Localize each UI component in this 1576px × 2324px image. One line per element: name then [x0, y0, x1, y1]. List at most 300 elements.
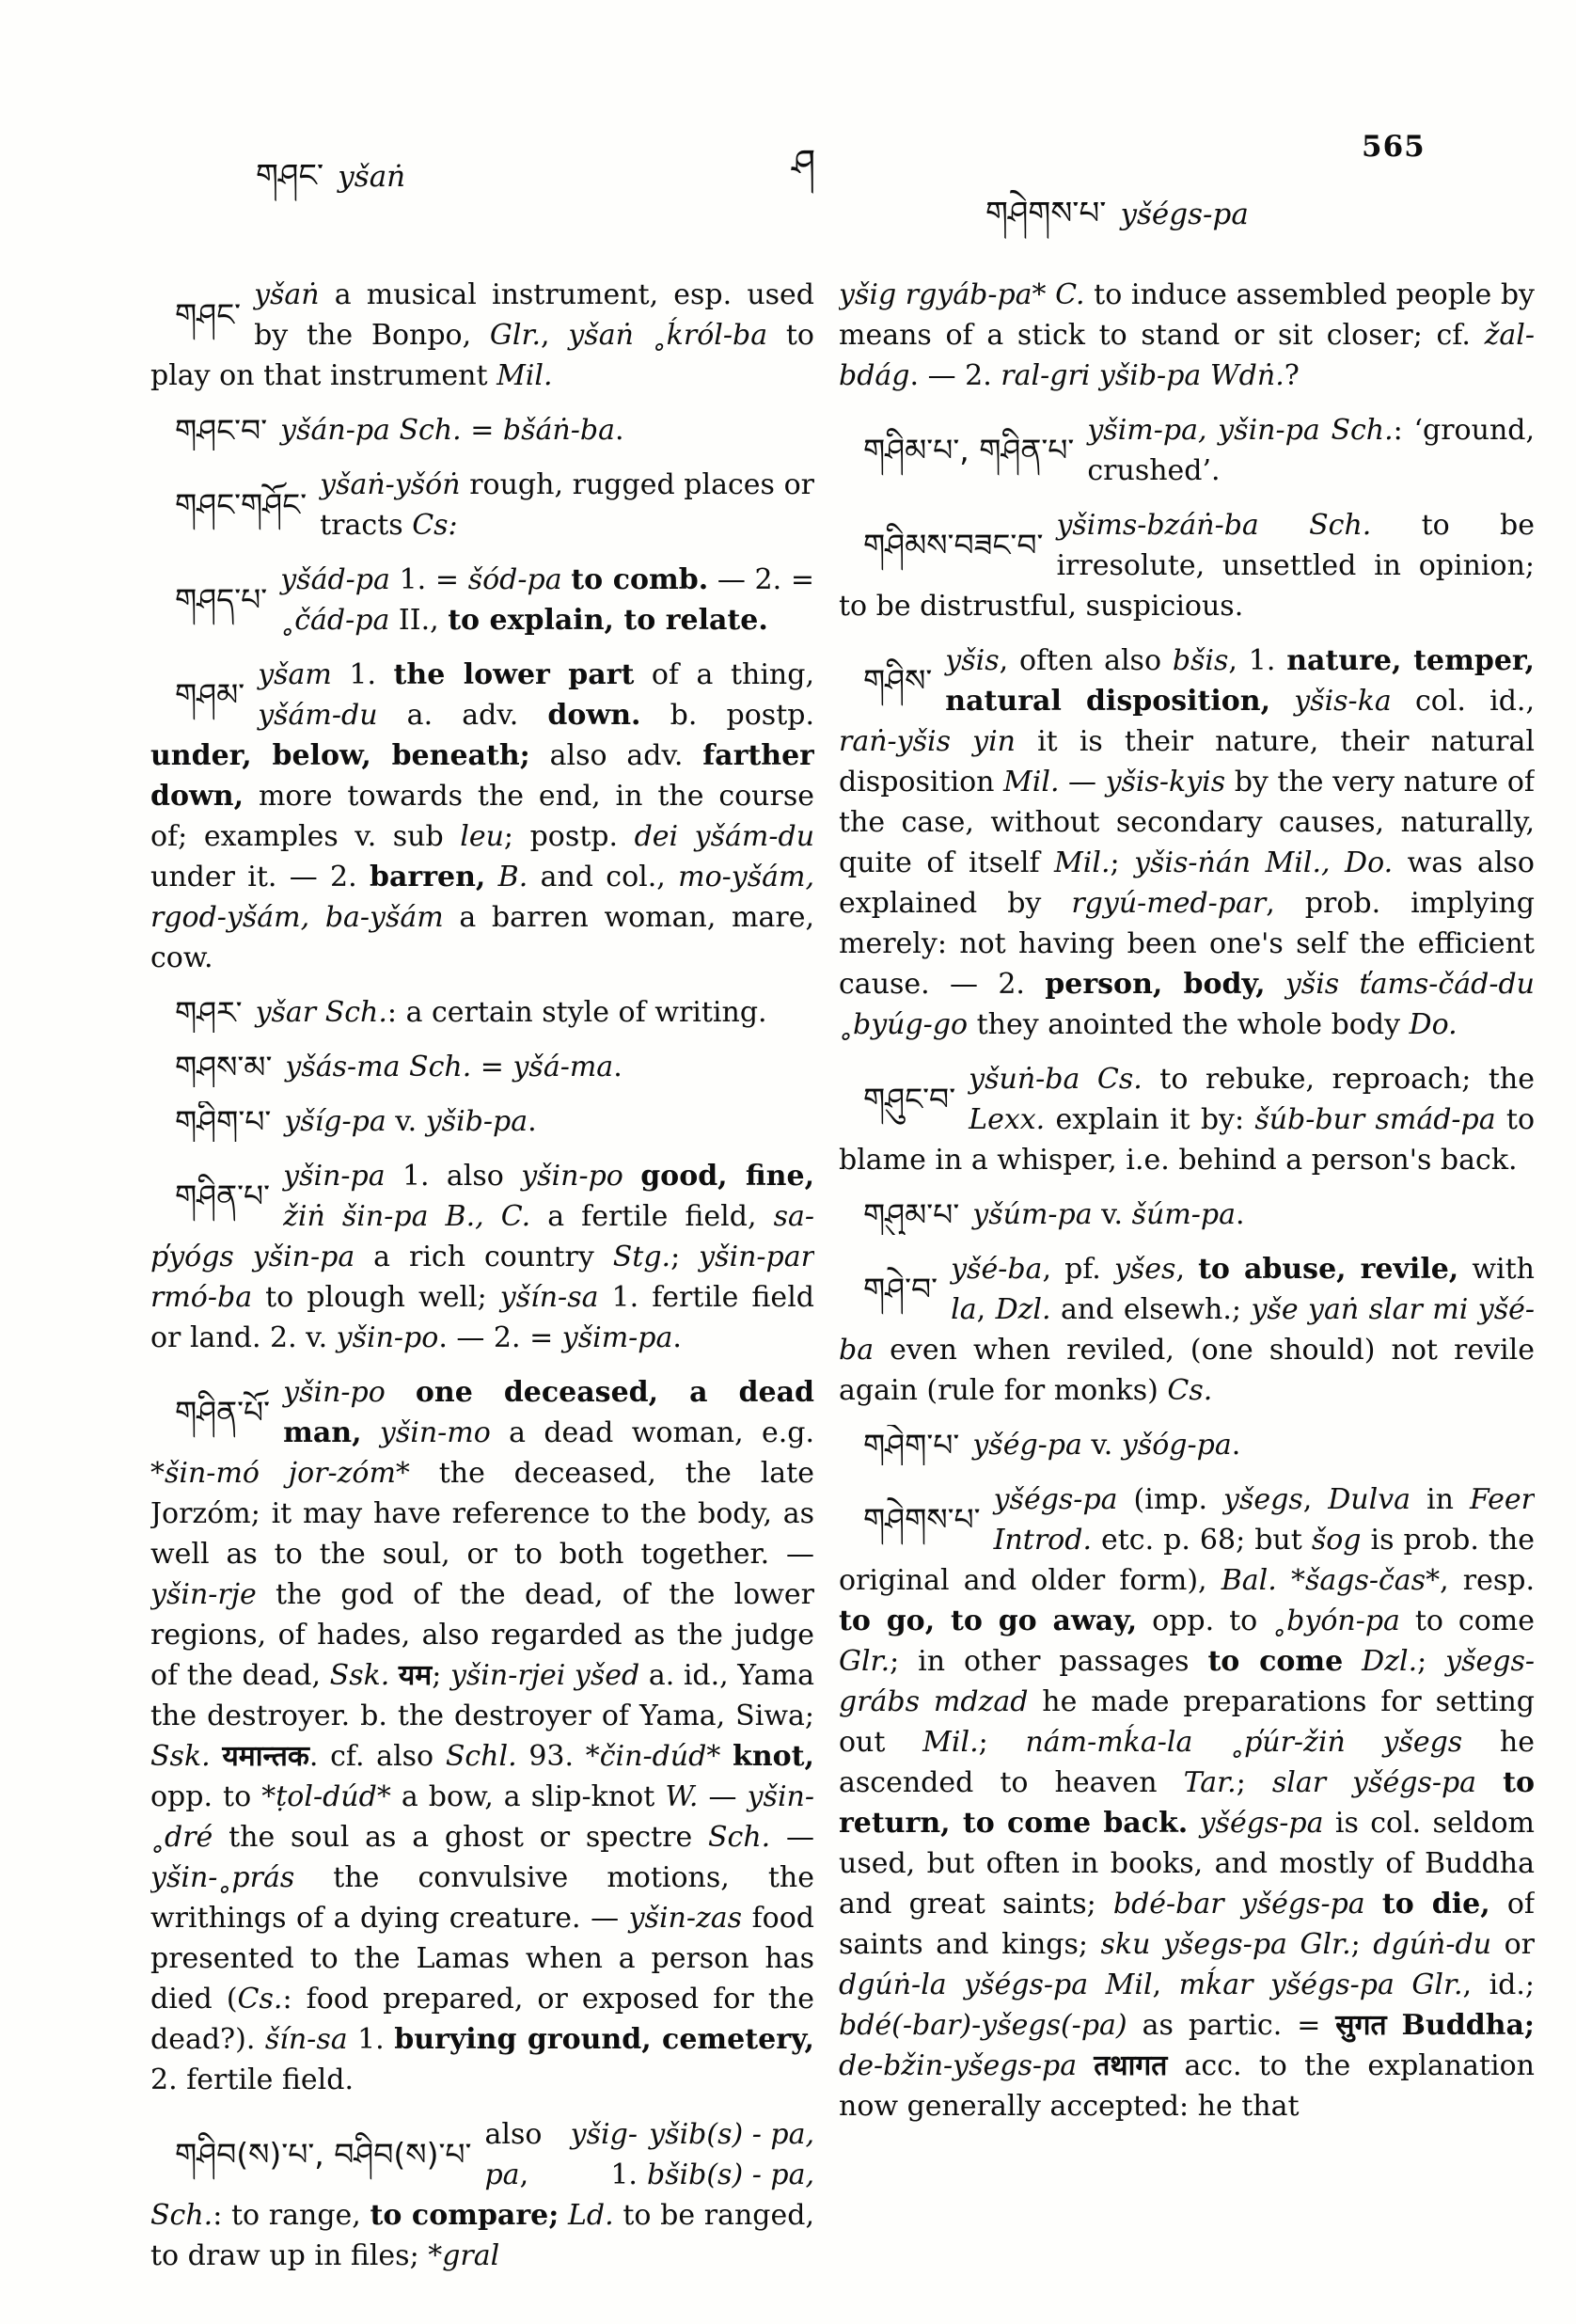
body-text: etc. p. 68; but [1091, 1524, 1312, 1557]
bold-text: down. [547, 699, 641, 732]
italic-text: raṅ-yšis yin [839, 725, 1016, 758]
bold-text: to return, to come back. [839, 1766, 1535, 1840]
italic-text: yšis-ka [1294, 685, 1392, 718]
italic-text: yšúm-pa [972, 1198, 1093, 1231]
body-text: , pf. [1042, 1253, 1114, 1286]
running-head-right-tibetan: གཤེགས་པ་ [985, 195, 1107, 232]
bold-text: one deceased, a dead man, [283, 1376, 814, 1449]
body-text: 1. fertile field or land. 2. v. [150, 1281, 814, 1354]
italic-text: yšóg-pa [1121, 1429, 1232, 1462]
bold-text: to abuse, revile, [1198, 1253, 1459, 1286]
body-text: . [1231, 1429, 1241, 1462]
italic-text: Sch. [707, 1821, 771, 1854]
running-head-left-tibetan: གཤང་ [256, 157, 324, 195]
italic-text: yšis t̕ams-čád-du ˳byúg-go [839, 968, 1535, 1041]
italic-text: yše yaṅ slar mi yšé-ba [839, 1293, 1535, 1367]
body-text: to come [1399, 1605, 1535, 1637]
dictionary-entry [839, 410, 1535, 491]
body-text [1365, 1888, 1382, 1921]
italic-text: žal-bdág [839, 319, 1535, 392]
italic-text: bdé-bar yšégs-pa [1112, 1888, 1365, 1921]
body-text: a rich country [355, 1241, 613, 1273]
italic-text: yšin-˳prás [150, 1861, 295, 1894]
body-text: — [770, 1821, 814, 1854]
italic-text: yšégs-pa [993, 1483, 1118, 1516]
body-text: , prob. implying merely: not having been one's self the efficient cause. — 2. [839, 887, 1535, 1001]
body-text: ; [1417, 1645, 1446, 1678]
italic-text: Wdṅ. [1209, 359, 1284, 392]
body-text: it is their nature, their natural disposition [839, 725, 1535, 798]
body-text [1080, 1063, 1097, 1096]
body-text: to be ranged, to draw up in files; * [150, 2199, 814, 2272]
running-head-left [256, 139, 405, 229]
body-text: , [1175, 1253, 1199, 1286]
bold-text: to go, to go away, [839, 1605, 1138, 1637]
body-text: opp. to [1137, 1605, 1273, 1637]
body-text [562, 563, 572, 596]
body-text: : ‘ground, crushed’. [1087, 414, 1535, 487]
italic-text: B., C. [445, 1200, 531, 1233]
tibetan-headword: གཤང་གཤོང་ [175, 486, 307, 523]
italic-text: Sch. [409, 1051, 472, 1083]
body-text: : to range, [213, 2199, 370, 2232]
body-text: is prob. the original and older form), [839, 1524, 1535, 1597]
body-text: the soul as a ghost or spectre [213, 1821, 708, 1854]
tibetan-headword: གཤུམ་པ་ [863, 1195, 960, 1233]
body-text: = [461, 414, 503, 447]
body-text: * [706, 1740, 733, 1773]
italic-text: Mil. [1003, 766, 1060, 798]
italic-text: yšin-pa [283, 1160, 386, 1193]
body-text: of a thing, [634, 658, 814, 691]
body-text: the convulsive motions, the writhings of a dying creature. — [150, 1861, 814, 1935]
body-text: to play on that instrument [150, 319, 814, 392]
italic-text: yšán-pa [280, 414, 390, 447]
body-text: a barren woman, mare, cow. [150, 901, 814, 974]
body-text: (imp. [1117, 1483, 1224, 1516]
italic-text: Mil., Do. [1265, 846, 1394, 879]
body-text: to blame in a whisper, i.e. behind a person's back. [839, 1103, 1535, 1177]
italic-text: mḱar yšégs-pa [1178, 1968, 1395, 2001]
body-text: to plough well; [252, 1281, 500, 1314]
body-text: a. adv. [377, 699, 548, 732]
sanskrit-text: तथागत [1094, 2049, 1168, 2082]
running-head-right [985, 177, 1249, 267]
italic-text: yšin-po [521, 1160, 623, 1193]
italic-text: Mil. [1054, 846, 1111, 879]
dictionary-entry [150, 992, 814, 1033]
italic-text: dgúṅ-la yšégs-pa [839, 1968, 1089, 2001]
italic-text: rgyú-med-par [1071, 887, 1267, 920]
italic-text: yšis [945, 644, 1000, 677]
italic-text: mo-yšám, rgod-yšám, ba-yšám [150, 861, 814, 934]
dictionary-entry [839, 505, 1535, 626]
italic-text: sku yšegs-pa [1100, 1928, 1287, 1961]
body-text [1201, 359, 1210, 392]
body-text: 1. [331, 658, 394, 691]
dictionary-entry [150, 560, 814, 640]
italic-text: bdé(-bar)-yšegs(-pa) [839, 2009, 1127, 2042]
italic-text: yšaṅ [254, 278, 320, 311]
body-text [1320, 414, 1332, 447]
tibetan-headword: གཤས་མ་ [175, 1048, 273, 1085]
italic-text: ṭol-dúd [276, 1780, 377, 1813]
body-text [1088, 1968, 1106, 2001]
body-text [401, 1051, 410, 1083]
transliteration-stack [647, 2114, 814, 2195]
italic-text: Dulva [1328, 1483, 1411, 1516]
body-text: . cf. also [308, 1740, 446, 1773]
tibetan-headword: གཤིམས་བཟང་བ་ [863, 527, 1044, 563]
italic-text: yšis-kyis [1105, 766, 1226, 798]
body-text: and elsewh.; [1050, 1293, 1252, 1326]
italic-text: yšin-mo [379, 1416, 491, 1449]
body-text: also adv. [529, 739, 703, 772]
body-text [316, 996, 325, 1029]
italic-text: Sch. [1331, 414, 1394, 447]
body-text: * the deceased, the late Jorzóm; it may have reference to the body, as well as to the soul, or to both together. — [150, 1457, 814, 1571]
italic-text: yšig rgyáb-pa [839, 278, 1032, 311]
italic-text: yšaṅ ˳ḱról-ba [568, 319, 768, 352]
italic-text: yšín-sa [499, 1281, 599, 1314]
sanskrit-text: यमान्तक [222, 1740, 309, 1773]
page-number: 565 [1362, 130, 1426, 164]
italic-text: šód-pa [467, 563, 562, 596]
body-text: — [698, 1780, 748, 1813]
bold-text: to explain, to relate. [448, 604, 768, 637]
body-text: *, resp. [1426, 1564, 1535, 1597]
italic-text: yšin-˳dré [150, 1780, 814, 1854]
body-text: ; [1350, 1928, 1374, 1961]
italic-text: Sch. [324, 996, 387, 1029]
tibetan-headword: གཤིམ་པ་, གཤིན་པ་ [863, 432, 1075, 468]
body-text: ? [1284, 359, 1300, 392]
transliteration-line: yšib(s) - pa, [649, 2118, 814, 2151]
italic-text: yšuṅ-ba [969, 1063, 1080, 1096]
body-text: even when reviled, (one should) not revile again (rule for monks) [839, 1334, 1535, 1407]
italic-text: gral [442, 2239, 500, 2272]
italic-text: žiṅ šin-pa [283, 1200, 429, 1233]
bold-text: burying ground, cemetery, [394, 2023, 814, 2056]
italic-text: bšáṅ-ba [502, 414, 615, 447]
italic-text: B. [497, 861, 528, 893]
tibetan-headword: གཤམ་ [175, 676, 245, 713]
italic-text: yšim-pa, yšin-pa [1087, 414, 1320, 447]
dictionary-entry [839, 275, 1535, 396]
italic-text: yšegs [1223, 1483, 1303, 1516]
body-text: more towards the end, in the course of; examples v. sub [150, 780, 814, 853]
italic-text: Dzl. [995, 1293, 1051, 1326]
dictionary-entry [150, 2114, 814, 2276]
italic-text: yšim-pa [561, 1321, 673, 1354]
tibetan-headword: གཤར་ [175, 993, 243, 1031]
italic-text: yšegs-grábs mdzad [839, 1645, 1535, 1718]
body-text: : food prepared, or exposed for the dead?). [150, 1983, 814, 2056]
body-text: was also explained by [839, 846, 1535, 920]
body-text [1387, 2009, 1402, 2042]
italic-text: Glr. [1411, 1968, 1463, 2001]
dictionary-entry [839, 1194, 1535, 1235]
italic-text: yšam [258, 658, 332, 691]
dictionary-entry [839, 1059, 1535, 1180]
body-text: — 2. = [708, 563, 814, 596]
italic-text: yšin-zas [628, 1902, 743, 1935]
dictionary-entry [150, 1372, 814, 2100]
body-text: food presented to the Lamas when a person has died ( [150, 1902, 814, 2016]
body-text: — [1059, 766, 1106, 798]
body-text: . [613, 1051, 623, 1083]
italic-text: yšám-du [258, 699, 378, 732]
body-text: 1. also [385, 1160, 522, 1193]
body-text: ; [1236, 1766, 1272, 1799]
body-text: in [1411, 1483, 1470, 1516]
tibetan-headword: གཤིན་པ་ [175, 1178, 271, 1214]
italic-text: leu [460, 820, 504, 853]
body-text [1266, 968, 1285, 1001]
dictionary-entry [839, 1249, 1535, 1411]
body-text: he made preparations for setting out [839, 1685, 1535, 1759]
italic-text: yšin-par rmó-ba [150, 1241, 814, 1314]
body-text: a. id., Yama the destroyer. b. the destroyer of Yama, Siwa; [150, 1659, 814, 1732]
italic-text: bšis [1172, 644, 1229, 677]
italic-text: nám-mḱa-la ˳p̕úr-žiṅ yšegs [1025, 1726, 1463, 1759]
body-text: * [1276, 1564, 1305, 1597]
body-text: they anointed the whole body [968, 1008, 1410, 1041]
body-text: acc. to the explanation now generally accepted: he that [839, 2049, 1535, 2123]
body-text: , [1302, 1483, 1329, 1516]
italic-text: Sch. [1309, 509, 1372, 542]
tibetan-headword: གཤིན་པོ་ [175, 1394, 271, 1431]
body-text: v. [386, 1105, 426, 1138]
body-text: 93. * [516, 1740, 600, 1773]
body-text: also [484, 2118, 571, 2151]
body-text: ; [670, 1241, 700, 1273]
tibetan-headword: གཤེགས་པ་ [863, 1501, 981, 1538]
body-text: as partic. = [1127, 2009, 1336, 2042]
body-text: ; [1110, 846, 1135, 879]
body-text [428, 1200, 445, 1233]
italic-text: yšin-po [336, 1321, 439, 1354]
body-text: . [672, 1321, 682, 1354]
italic-text: šúm-pa [1131, 1198, 1237, 1231]
italic-text: Ssk. [329, 1659, 390, 1692]
body-text [211, 1740, 223, 1773]
body-text: ; postp. [503, 820, 635, 853]
body-text: a musical instrument, esp. used by the Bonpo, [254, 278, 814, 352]
italic-text: Dzl. [1362, 1645, 1418, 1678]
dictionary-entry [839, 640, 1535, 1045]
dictionary-entry [150, 1156, 814, 1358]
italic-text: Do. [1409, 1008, 1458, 1041]
italic-text: Lexx. [969, 1103, 1046, 1136]
body-text: , often also [999, 644, 1173, 677]
italic-text: yšar [255, 996, 317, 1029]
body-text: to be irresolute, unsettled in opinion; to be distrustful, suspicious. [839, 509, 1535, 623]
body-text [1287, 1928, 1300, 1961]
sanskrit-text: यम [398, 1659, 433, 1692]
body-text: the god of the dead, of the lower regions, of hades, also regarded as the judge of the dead, [150, 1578, 814, 1692]
body-text: ; in other passages [890, 1645, 1208, 1678]
italic-text: Cs. [1167, 1374, 1213, 1407]
body-text: a dead woman, e.g. * [150, 1416, 814, 1490]
italic-text: Ssk. [150, 1740, 211, 1773]
tibetan-headword: གཤུང་བ་ [863, 1081, 956, 1117]
italic-text: Mil. [922, 1726, 979, 1759]
italic-text: Sch. [150, 2199, 213, 2232]
body-text: II., [389, 604, 449, 637]
italic-text: čin-dúd [599, 1740, 707, 1773]
italic-text: Ld. [568, 2199, 614, 2232]
italic-text: de-bžin-yšegs-pa [839, 2049, 1078, 2082]
body-text: . — 2. = [438, 1321, 562, 1354]
right-column [839, 275, 1535, 2126]
bold-text: knot, [733, 1740, 814, 1773]
body-text: he ascended to heaven [839, 1726, 1535, 1799]
bold-text: to die, [1381, 1888, 1490, 1921]
running-head-right-translit: yšégs-pa [1120, 198, 1249, 231]
body-text [559, 2199, 568, 2232]
italic-text: Cs. [1096, 1063, 1143, 1096]
body-text: * a bow, a slip-knot [376, 1780, 666, 1813]
italic-text: Glr. [489, 319, 542, 352]
body-text: = [471, 1051, 513, 1083]
italic-text: Cs: [412, 509, 458, 542]
italic-text: slar yšégs-pa [1271, 1766, 1477, 1799]
body-text [1188, 1807, 1199, 1840]
dictionary-entry [150, 1047, 814, 1087]
tibetan-headword: གཤིབ(ས)་པ་, བཤིབ(ས)་པ་ [175, 2136, 472, 2173]
italic-text: sa-p̕yógs yšin-pa [150, 1200, 814, 1273]
dictionary-entry [839, 1425, 1535, 1465]
bold-text: to comb. [571, 563, 709, 596]
dictionary-entry [150, 410, 814, 451]
body-text [1259, 509, 1309, 542]
body-text: v. [1092, 1198, 1132, 1231]
body-text: explain it by: [1045, 1103, 1255, 1136]
italic-text: yšin-rje [150, 1578, 257, 1611]
italic-text: yšig-pa [484, 2118, 638, 2191]
italic-text: yšin-po [283, 1376, 386, 1409]
italic-text: yšégs-pa [1199, 1807, 1324, 1840]
dictionary-entry [150, 1101, 814, 1142]
body-text: and col., [528, 861, 679, 893]
tibetan-headword: གཤང་བ་ [175, 411, 268, 449]
left-column [150, 275, 814, 2276]
italic-text: šog [1311, 1524, 1362, 1557]
italic-text: yšis-ṅán [1134, 846, 1252, 879]
italic-text: yšég-pa [972, 1429, 1082, 1462]
dictionary-entry [839, 1479, 1535, 2126]
body-text: col. id., [1391, 685, 1535, 718]
italic-text: yšá-ma [512, 1051, 614, 1083]
italic-text: yšé-ba [951, 1253, 1043, 1286]
italic-text: C. [1055, 278, 1085, 311]
bold-text: nature, temper, natural disposition, [945, 644, 1535, 718]
italic-text: Stg. [612, 1241, 671, 1273]
bold-text: under, below, beneath; [150, 739, 530, 772]
body-text: 1. = [389, 563, 468, 596]
body-text: v. [1081, 1429, 1122, 1462]
body-text: * [1032, 278, 1056, 311]
body-text [389, 1659, 399, 1692]
italic-text: šin-mó jor-zóm [165, 1457, 396, 1490]
bold-text: Buddha; [1401, 2009, 1535, 2042]
italic-text: yšib-pa [425, 1105, 528, 1138]
body-text [485, 861, 497, 893]
italic-text: Mil. [496, 359, 553, 392]
italic-text: yšaṅ-yšóṅ [320, 468, 461, 501]
italic-text: ˳čád-pa [280, 604, 390, 637]
body-text [1270, 685, 1294, 718]
running-head-left-translit: yšaṅ [338, 160, 406, 194]
italic-text: yšád-pa [280, 563, 390, 596]
body-text [386, 1376, 416, 1409]
italic-text: Tar. [1183, 1766, 1237, 1799]
italic-text: W. [665, 1780, 699, 1813]
italic-text: yšás-ma [285, 1051, 401, 1083]
bold-text: barren, [369, 861, 486, 893]
body-text: by the very nature of the case, without secondary causes, naturally, quite of itself [839, 766, 1535, 879]
italic-text: ral-gri yšib-pa [1001, 359, 1202, 392]
body-text: to rebuke, reproach; the [1142, 1063, 1535, 1096]
tibetan-headword: གཤེག་པ་ [863, 1426, 960, 1463]
italic-text: Mil [1105, 1968, 1153, 2001]
italic-text: šín-sa [264, 2023, 348, 2056]
body-text: or [1491, 1928, 1535, 1961]
tibetan-headword: གཤེ་བ་ [863, 1271, 938, 1307]
italic-text: la [951, 1293, 977, 1326]
tibetan-headword: གཤིས་ [863, 662, 933, 699]
body-text: . [1236, 1198, 1245, 1231]
body-text: of saints and kings; [839, 1888, 1535, 1961]
body-text [1251, 846, 1265, 879]
body-text: , 1. [519, 2158, 638, 2191]
body-text [623, 1160, 640, 1193]
bold-text: to come [1207, 1645, 1344, 1678]
body-text: rough, rugged places or tracts [320, 468, 814, 542]
body-text: , 1. [1228, 644, 1287, 677]
body-text: b. postp. [640, 699, 814, 732]
italic-text: yšin-rjei yšed [449, 1659, 640, 1692]
body-text: . [614, 414, 624, 447]
body-text: with [1458, 1253, 1535, 1286]
body-text: : a certain style of writing. [386, 996, 767, 1029]
tibetan-headword: གཤང་ [175, 296, 242, 333]
body-text: , [1152, 1968, 1179, 2001]
italic-text: Glr. [1300, 1928, 1351, 1961]
italic-text: dei yšám-du [634, 820, 814, 853]
bold-text: to compare; [370, 2199, 559, 2232]
sanskrit-text: सुगत [1335, 2009, 1387, 2042]
italic-text: Cs. [237, 1983, 283, 2016]
body-text: to induce assembled people by means of a stick to stand or sit closer; cf. [839, 278, 1535, 352]
bold-text: farther down, [150, 739, 814, 813]
transliteration-line: bšib(s) - pa, [646, 2158, 814, 2191]
body-text [1395, 1968, 1412, 2001]
body-text: , [976, 1293, 996, 1326]
dictionary-entry [150, 275, 814, 396]
body-text: a fertile field, [530, 1200, 774, 1233]
tibetan-headword: གཤིག་པ་ [175, 1102, 272, 1140]
body-text: under it. — 2. [150, 861, 370, 893]
italic-text: yšíg-pa [284, 1105, 386, 1138]
body-text: . — 2. [909, 359, 1001, 392]
body-text: 1. [347, 2023, 395, 2056]
italic-text: Bal. [1221, 1564, 1277, 1597]
body-text: ; [978, 1726, 1026, 1759]
body-text [1476, 1766, 1503, 1799]
italic-text: yšims-bzáṅ-ba [1056, 509, 1259, 542]
